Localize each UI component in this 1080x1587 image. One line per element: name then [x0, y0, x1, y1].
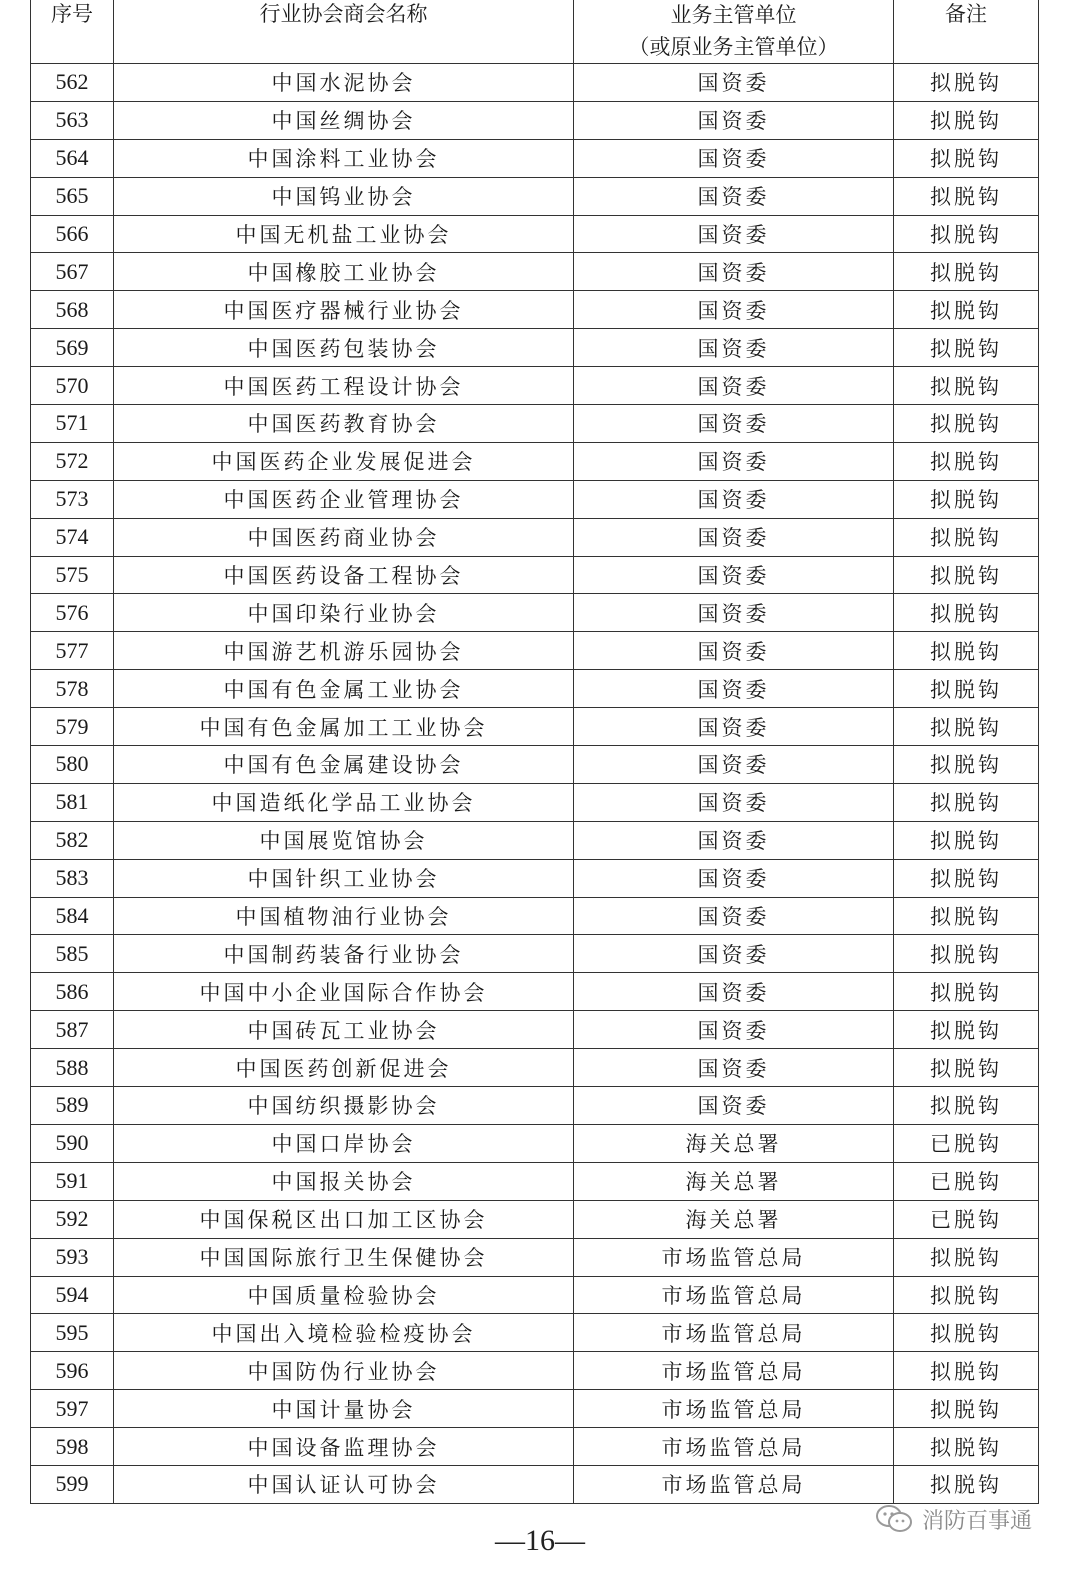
remark: 拟脱钩 [894, 177, 1039, 215]
association-name: 中国医药设备工程协会 [114, 556, 574, 594]
association-name: 中国医药商业协会 [114, 518, 574, 556]
association-name: 中国医药企业管理协会 [114, 480, 574, 518]
supervising-authority: 国资委 [574, 708, 894, 746]
supervising-authority: 国资委 [574, 670, 894, 708]
supervising-authority: 海关总署 [574, 1200, 894, 1238]
table-row [31, 405, 1039, 443]
header-authority-line1: 业务主管单位 [670, 3, 797, 27]
remark: 拟脱钩 [894, 935, 1039, 973]
table-row [31, 821, 1039, 859]
supervising-authority: 国资委 [574, 859, 894, 897]
supervising-authority: 国资委 [574, 594, 894, 632]
remark: 已脱钩 [894, 1124, 1039, 1162]
row-index: 573 [31, 480, 114, 518]
supervising-authority: 国资委 [574, 405, 894, 443]
table-row [31, 253, 1039, 291]
table-row [31, 594, 1039, 632]
association-name: 中国医药教育协会 [114, 405, 574, 443]
row-index: 569 [31, 329, 114, 367]
supervising-authority: 市场监管总局 [574, 1428, 894, 1466]
supervising-authority: 市场监管总局 [574, 1276, 894, 1314]
remark: 拟脱钩 [894, 1314, 1039, 1352]
row-index: 563 [31, 101, 114, 139]
remark: 拟脱钩 [894, 101, 1039, 139]
remark: 拟脱钩 [894, 746, 1039, 784]
association-table [30, 0, 1039, 1504]
watermark-text: 消防百事通 [921, 1508, 1032, 1534]
table-row [31, 291, 1039, 329]
table-row [31, 1124, 1039, 1162]
supervising-authority: 国资委 [574, 139, 894, 177]
remark: 拟脱钩 [894, 1087, 1039, 1125]
row-index: 598 [31, 1428, 114, 1466]
row-index: 590 [31, 1124, 114, 1162]
remark: 拟脱钩 [894, 367, 1039, 405]
remark: 拟脱钩 [894, 215, 1039, 253]
association-name: 中国医药创新促进会 [114, 1049, 574, 1087]
association-name: 中国保税区出口加工区协会 [114, 1200, 574, 1238]
row-index: 568 [31, 291, 114, 329]
row-index: 585 [31, 935, 114, 973]
association-name: 中国医疗器械行业协会 [114, 291, 574, 329]
row-index: 567 [31, 253, 114, 291]
header-index: 序号 [31, 0, 114, 64]
table-row [31, 897, 1039, 935]
table-row [31, 215, 1039, 253]
remark: 拟脱钩 [894, 859, 1039, 897]
association-name: 中国计量协会 [114, 1390, 574, 1428]
row-index: 588 [31, 1049, 114, 1087]
table-row [31, 1465, 1039, 1503]
remark: 拟脱钩 [894, 1011, 1039, 1049]
row-index: 595 [31, 1314, 114, 1352]
supervising-authority: 国资委 [574, 215, 894, 253]
supervising-authority: 海关总署 [574, 1162, 894, 1200]
row-index: 579 [31, 708, 114, 746]
remark: 拟脱钩 [894, 518, 1039, 556]
remark: 拟脱钩 [894, 1352, 1039, 1390]
association-name: 中国报关协会 [114, 1162, 574, 1200]
table-row [31, 746, 1039, 784]
association-name: 中国钨业协会 [114, 177, 574, 215]
row-index: 577 [31, 632, 114, 670]
association-name: 中国出入境检验检疫协会 [114, 1314, 574, 1352]
row-index: 592 [31, 1200, 114, 1238]
table-row [31, 1049, 1039, 1087]
row-index: 571 [31, 405, 114, 443]
table-row [31, 632, 1039, 670]
remark: 拟脱钩 [894, 291, 1039, 329]
table-row [31, 1087, 1039, 1125]
association-name: 中国造纸化学品工业协会 [114, 783, 574, 821]
association-name: 中国有色金属建设协会 [114, 746, 574, 784]
association-name: 中国展览馆协会 [114, 821, 574, 859]
row-index: 562 [31, 64, 114, 102]
association-name: 中国印染行业协会 [114, 594, 574, 632]
remark: 拟脱钩 [894, 1465, 1039, 1503]
association-name: 中国口岸协会 [114, 1124, 574, 1162]
supervising-authority: 国资委 [574, 367, 894, 405]
table-row [31, 177, 1039, 215]
supervising-authority: 市场监管总局 [574, 1314, 894, 1352]
supervising-authority: 国资委 [574, 935, 894, 973]
row-index: 596 [31, 1352, 114, 1390]
supervising-authority: 国资委 [574, 442, 894, 480]
table-row [31, 329, 1039, 367]
table-row [31, 973, 1039, 1011]
remark: 拟脱钩 [894, 64, 1039, 102]
table-row [31, 1390, 1039, 1428]
supervising-authority: 国资委 [574, 783, 894, 821]
table-row [31, 1428, 1039, 1466]
association-name: 中国涂料工业协会 [114, 139, 574, 177]
remark: 已脱钩 [894, 1162, 1039, 1200]
remark: 拟脱钩 [894, 708, 1039, 746]
remark: 拟脱钩 [894, 556, 1039, 594]
association-name: 中国无机盐工业协会 [114, 215, 574, 253]
supervising-authority: 国资委 [574, 746, 894, 784]
association-name: 中国质量检验协会 [114, 1276, 574, 1314]
association-name: 中国丝绸协会 [114, 101, 574, 139]
association-name: 中国有色金属工业协会 [114, 670, 574, 708]
supervising-authority: 市场监管总局 [574, 1352, 894, 1390]
table-row [31, 1238, 1039, 1276]
row-index: 566 [31, 215, 114, 253]
table-row [31, 935, 1039, 973]
remark: 拟脱钩 [894, 897, 1039, 935]
table-row [31, 518, 1039, 556]
header-row [31, 0, 1039, 64]
row-index: 593 [31, 1238, 114, 1276]
supervising-authority: 市场监管总局 [574, 1390, 894, 1428]
supervising-authority: 国资委 [574, 101, 894, 139]
association-name: 中国防伪行业协会 [114, 1352, 574, 1390]
table-row [31, 1276, 1039, 1314]
table-row [31, 1200, 1039, 1238]
row-index: 587 [31, 1011, 114, 1049]
header-authority-line2: （或原业务主管单位） [628, 35, 839, 59]
remark: 拟脱钩 [894, 1276, 1039, 1314]
row-index: 564 [31, 139, 114, 177]
association-name: 中国医药包装协会 [114, 329, 574, 367]
supervising-authority: 国资委 [574, 1087, 894, 1125]
row-index: 586 [31, 973, 114, 1011]
association-name: 中国针织工业协会 [114, 859, 574, 897]
supervising-authority: 国资委 [574, 518, 894, 556]
remark: 拟脱钩 [894, 632, 1039, 670]
row-index: 589 [31, 1087, 114, 1125]
remark: 拟脱钩 [894, 594, 1039, 632]
row-index: 582 [31, 821, 114, 859]
supervising-authority: 国资委 [574, 291, 894, 329]
remark: 拟脱钩 [894, 973, 1039, 1011]
supervising-authority: 国资委 [574, 973, 894, 1011]
table-row [31, 670, 1039, 708]
remark: 拟脱钩 [894, 670, 1039, 708]
row-index: 578 [31, 670, 114, 708]
supervising-authority: 国资委 [574, 64, 894, 102]
supervising-authority: 国资委 [574, 329, 894, 367]
row-index: 575 [31, 556, 114, 594]
association-name: 中国医药企业发展促进会 [114, 442, 574, 480]
supervising-authority: 国资委 [574, 556, 894, 594]
page-number: —16— [495, 1524, 585, 1557]
remark: 拟脱钩 [894, 329, 1039, 367]
association-name: 中国认证认可协会 [114, 1465, 574, 1503]
row-index: 570 [31, 367, 114, 405]
remark: 拟脱钩 [894, 821, 1039, 859]
table-row [31, 367, 1039, 405]
association-name: 中国橡胶工业协会 [114, 253, 574, 291]
association-name: 中国纺织摄影协会 [114, 1087, 574, 1125]
row-index: 594 [31, 1276, 114, 1314]
association-name: 中国游艺机游乐园协会 [114, 632, 574, 670]
association-name: 中国设备监理协会 [114, 1428, 574, 1466]
table-header [31, 0, 1039, 64]
supervising-authority: 国资委 [574, 632, 894, 670]
row-index: 565 [31, 177, 114, 215]
remark: 已脱钩 [894, 1200, 1039, 1238]
table-row [31, 783, 1039, 821]
table-row [31, 101, 1039, 139]
row-index: 584 [31, 897, 114, 935]
supervising-authority: 国资委 [574, 480, 894, 518]
supervising-authority: 海关总署 [574, 1124, 894, 1162]
row-index: 574 [31, 518, 114, 556]
row-index: 576 [31, 594, 114, 632]
header-name: 行业协会商会名称 [114, 0, 574, 64]
table-body [31, 64, 1039, 1504]
association-name: 中国植物油行业协会 [114, 897, 574, 935]
association-name: 中国国际旅行卫生保健协会 [114, 1238, 574, 1276]
supervising-authority: 市场监管总局 [574, 1238, 894, 1276]
table-row [31, 1162, 1039, 1200]
row-index: 591 [31, 1162, 114, 1200]
table-row [31, 859, 1039, 897]
table-row [31, 1314, 1039, 1352]
association-name: 中国水泥协会 [114, 64, 574, 102]
table-row [31, 480, 1039, 518]
supervising-authority: 国资委 [574, 897, 894, 935]
remark: 拟脱钩 [894, 1049, 1039, 1087]
remark: 拟脱钩 [894, 480, 1039, 518]
remark: 拟脱钩 [894, 1428, 1039, 1466]
row-index: 572 [31, 442, 114, 480]
table-row [31, 64, 1039, 102]
supervising-authority: 国资委 [574, 1011, 894, 1049]
table-row [31, 442, 1039, 480]
association-name: 中国医药工程设计协会 [114, 367, 574, 405]
row-index: 599 [31, 1465, 114, 1503]
header-remark: 备注 [894, 0, 1039, 64]
row-index: 583 [31, 859, 114, 897]
remark: 拟脱钩 [894, 139, 1039, 177]
row-index: 580 [31, 746, 114, 784]
row-index: 597 [31, 1390, 114, 1428]
remark: 拟脱钩 [894, 405, 1039, 443]
table-row [31, 1352, 1039, 1390]
table-row [31, 556, 1039, 594]
row-index: 581 [31, 783, 114, 821]
supervising-authority: 国资委 [574, 1049, 894, 1087]
remark: 拟脱钩 [894, 1390, 1039, 1428]
remark: 拟脱钩 [894, 783, 1039, 821]
table-row [31, 139, 1039, 177]
remark: 拟脱钩 [894, 253, 1039, 291]
supervising-authority: 国资委 [574, 177, 894, 215]
supervising-authority: 国资委 [574, 253, 894, 291]
association-name: 中国制药装备行业协会 [114, 935, 574, 973]
association-name: 中国中小企业国际合作协会 [114, 973, 574, 1011]
supervising-authority: 国资委 [574, 821, 894, 859]
table-row [31, 708, 1039, 746]
supervising-authority: 市场监管总局 [574, 1465, 894, 1503]
association-name: 中国砖瓦工业协会 [114, 1011, 574, 1049]
association-name: 中国有色金属加工工业协会 [114, 708, 574, 746]
remark: 拟脱钩 [894, 1238, 1039, 1276]
remark: 拟脱钩 [894, 442, 1039, 480]
header-authority [574, 0, 894, 64]
table-row [31, 1011, 1039, 1049]
